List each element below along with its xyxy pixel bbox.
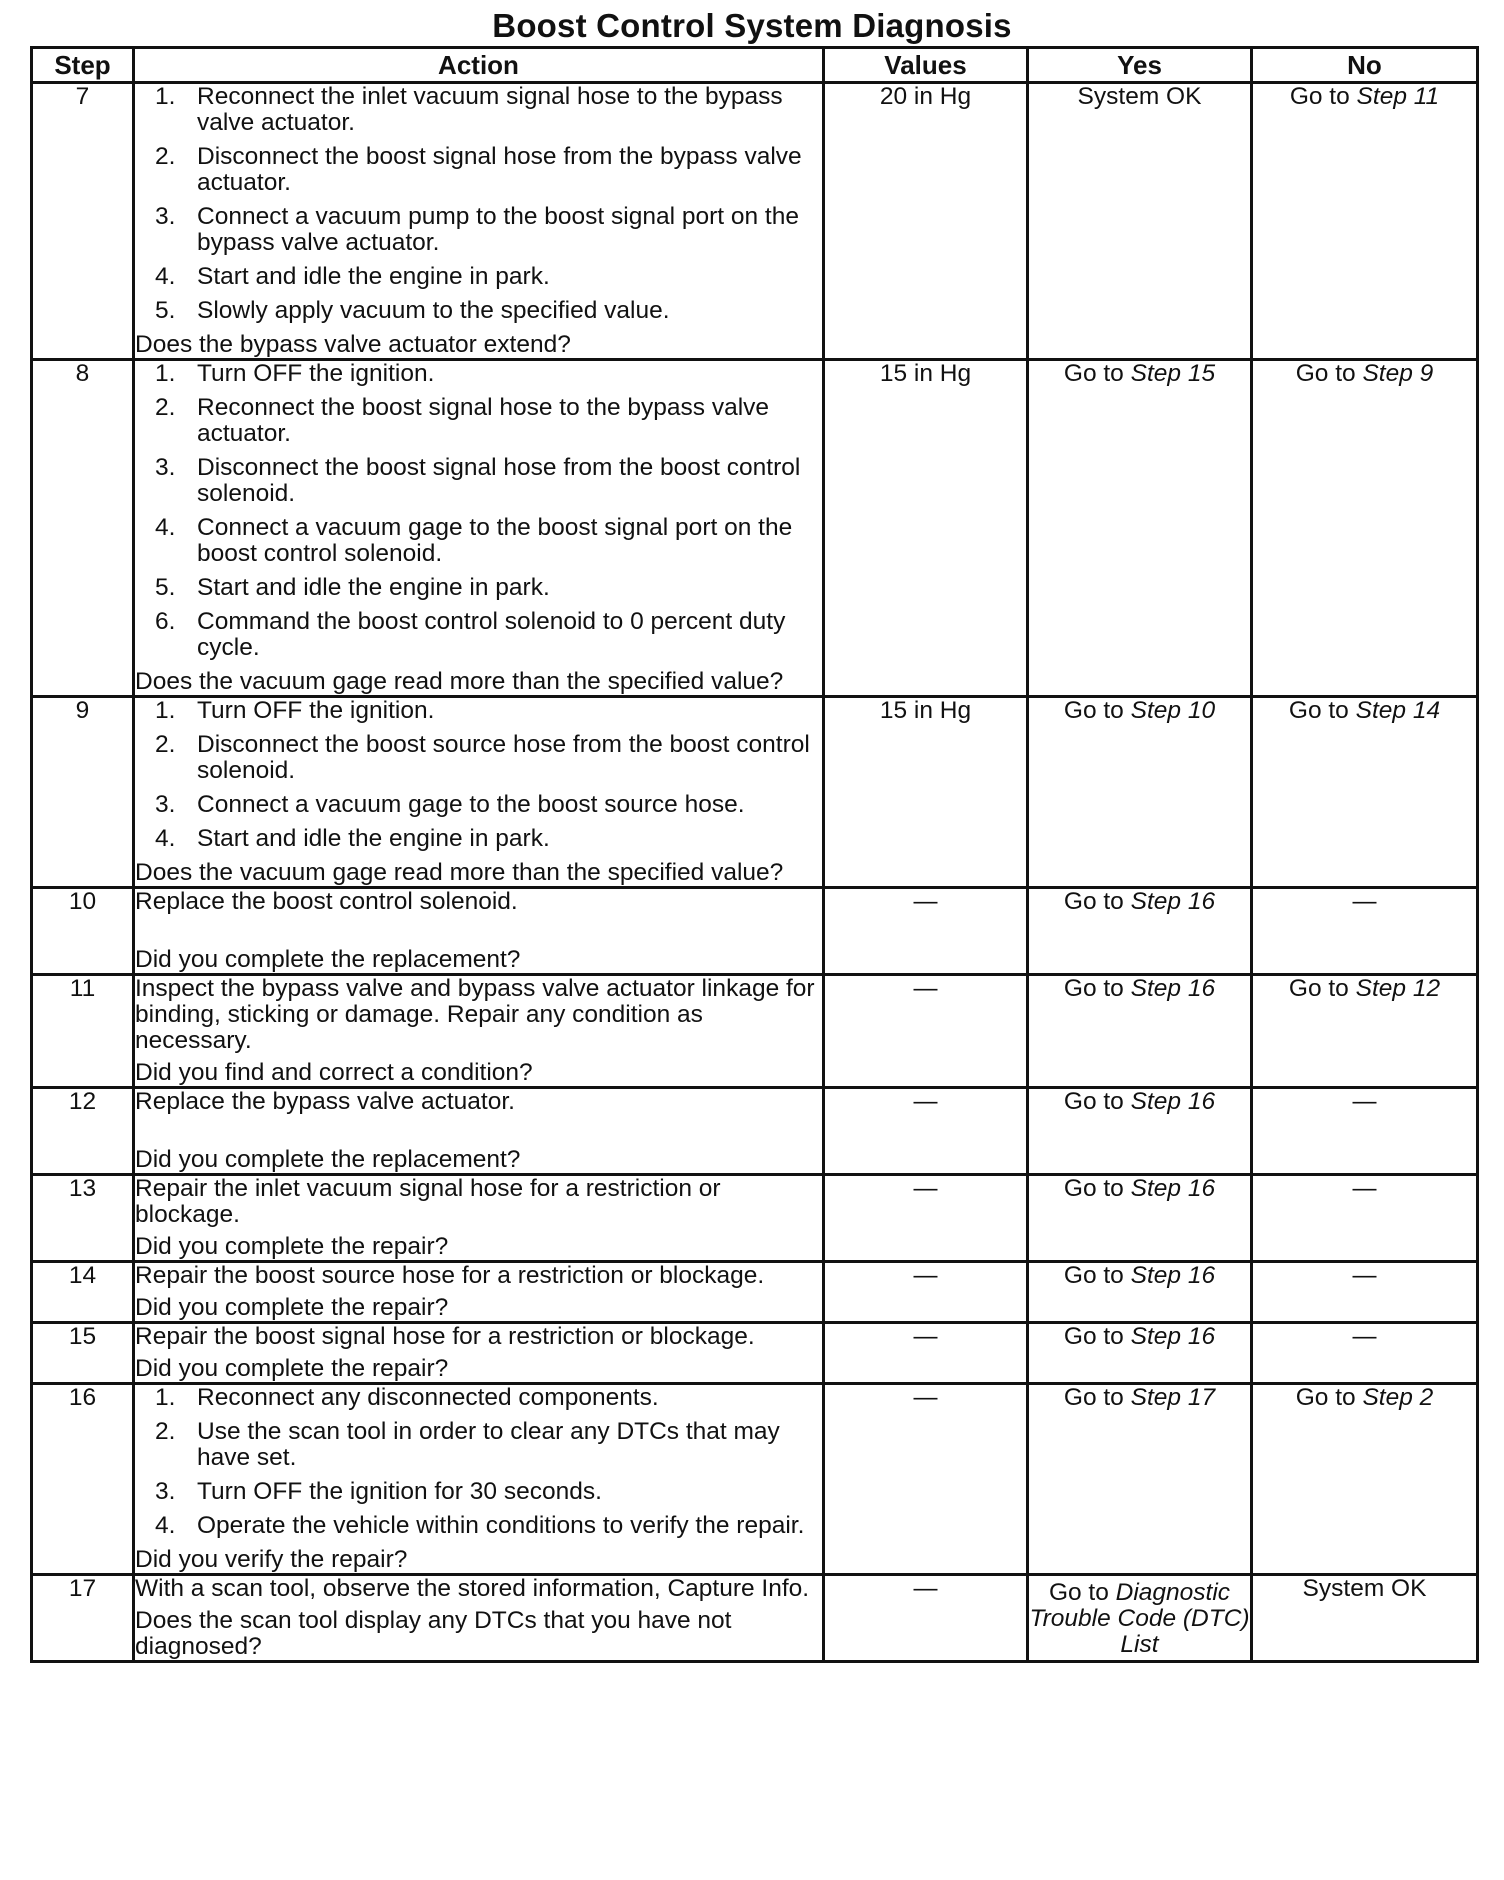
action-cell — [134, 1384, 824, 1575]
list-item: 3. Connect a vacuum gage to the boost source hose. — [155, 791, 745, 818]
instruction-list — [135, 1385, 822, 1539]
value-cell: — — [824, 975, 1028, 1088]
value-cell: — — [824, 1262, 1028, 1323]
table-row — [32, 1575, 1478, 1662]
yes-cell: Go to Step 16 — [1028, 975, 1252, 1088]
action-text: With a scan tool, observe the stored information, Capture Info. — [135, 1575, 810, 1602]
step-number: 12 — [32, 1088, 134, 1175]
yes-cell: Go to Step 17 — [1028, 1384, 1252, 1575]
value-cell: — — [824, 888, 1028, 975]
yes-cell: Go to Step 16 — [1028, 1262, 1252, 1323]
no-cell: — — [1252, 1088, 1478, 1175]
list-item: 4. Start and idle the engine in park. — [155, 263, 550, 290]
question-text: Did you complete the repair? — [135, 1355, 449, 1382]
page-title: Boost Control System Diagnosis — [492, 7, 1012, 44]
step-number: 8 — [32, 360, 134, 697]
action-cell — [134, 1175, 824, 1262]
table-row — [32, 1262, 1478, 1323]
yes-cell: Go to Step 16 — [1028, 1175, 1252, 1262]
action-cell — [134, 975, 824, 1088]
no-cell: Go to Step 14 — [1252, 697, 1478, 888]
action-cell — [134, 1323, 824, 1384]
table-row — [32, 1323, 1478, 1384]
no-cell: — — [1252, 1323, 1478, 1384]
step-number: 15 — [32, 1323, 134, 1384]
value-cell: 20 in Hg — [824, 83, 1028, 360]
instruction-list — [135, 698, 822, 852]
list-item: 5. Slowly apply vacuum to the specified value. — [155, 297, 670, 324]
no-cell: — — [1252, 888, 1478, 975]
no-cell: Go to Step 12 — [1252, 975, 1478, 1088]
step-number: 7 — [32, 83, 134, 360]
list-item: 1. Reconnect any disconnected components. — [155, 1384, 659, 1411]
list-item: 2. Reconnect the boost signal hose to the bypass valve actuator. — [155, 394, 770, 447]
step-number: 13 — [32, 1175, 134, 1262]
action-cell — [134, 83, 824, 360]
list-item: 4. Operate the vehicle within conditions to verify the repair. — [155, 1512, 805, 1539]
yes-cell: Go to Step 15 — [1028, 360, 1252, 697]
yes-cell: Go to Diagnostic Trouble Code (DTC) List — [1028, 1575, 1252, 1662]
no-cell: — — [1252, 1175, 1478, 1262]
question-text: Did you complete the repair? — [135, 1294, 449, 1321]
no-cell: Go to Step 9 — [1252, 360, 1478, 697]
no-cell: Go to Step 11 — [1252, 83, 1478, 360]
table-row — [32, 360, 1478, 697]
value-cell: 15 in Hg — [824, 697, 1028, 888]
table-row — [32, 1088, 1478, 1175]
table-row — [32, 888, 1478, 975]
action-text: Inspect the bypass valve and bypass valve actuator linkage for binding, sticking or damage. Repair any condition as necessary. — [135, 975, 815, 1054]
list-item: 2. Disconnect the boost source hose from the boost control solenoid. — [155, 731, 810, 784]
question-text: Does the scan tool display any DTCs that you have not diagnosed? — [135, 1607, 732, 1660]
action-cell — [134, 360, 824, 697]
action-text: Replace the boost control solenoid. — [135, 888, 518, 915]
question-text: Did you complete the repair? — [135, 1233, 449, 1260]
action-text: Replace the bypass valve actuator. — [135, 1088, 515, 1115]
yes-cell: Go to Step 16 — [1028, 1323, 1252, 1384]
value-cell: — — [824, 1175, 1028, 1262]
question-text: Does the vacuum gage read more than the specified value? — [135, 668, 784, 695]
step-number: 17 — [32, 1575, 134, 1662]
step-number: 14 — [32, 1262, 134, 1323]
value-cell: — — [824, 1384, 1028, 1575]
question-text: Does the bypass valve actuator extend? — [135, 331, 571, 358]
table-row — [32, 1175, 1478, 1262]
header-step: Step — [32, 48, 134, 83]
table-row — [32, 697, 1478, 888]
header-no: No — [1252, 48, 1478, 83]
list-item: 4. Start and idle the engine in park. — [155, 825, 550, 852]
no-cell: Go to Step 2 — [1252, 1384, 1478, 1575]
list-item: 2. Disconnect the boost signal hose from the bypass valve actuator. — [155, 143, 802, 196]
action-cell — [134, 1262, 824, 1323]
action-cell — [134, 1088, 824, 1175]
list-item: 1. Turn OFF the ignition. — [155, 697, 435, 724]
value-cell: — — [824, 1088, 1028, 1175]
no-cell: System OK — [1252, 1575, 1478, 1662]
yes-cell: Go to Step 10 — [1028, 697, 1252, 888]
yes-cell: Go to Step 16 — [1028, 1088, 1252, 1175]
table-row — [32, 1384, 1478, 1575]
table-row — [32, 83, 1478, 360]
step-number: 11 — [32, 975, 134, 1088]
question-text: Did you find and correct a condition? — [135, 1059, 533, 1086]
question-text: Does the vacuum gage read more than the specified value? — [135, 859, 784, 886]
step-number: 10 — [32, 888, 134, 975]
action-cell — [134, 1575, 824, 1662]
table-row — [32, 975, 1478, 1088]
list-item: 3. Connect a vacuum pump to the boost signal port on the bypass valve actuator. — [155, 203, 799, 256]
header-row — [32, 48, 1478, 83]
list-item: 3. Disconnect the boost signal hose from the boost control solenoid. — [155, 454, 801, 507]
value-cell: — — [824, 1323, 1028, 1384]
list-item: 3. Turn OFF the ignition for 30 seconds. — [155, 1478, 602, 1505]
action-cell — [134, 888, 824, 975]
instruction-list — [135, 361, 822, 661]
instruction-list — [135, 84, 822, 324]
list-item: 1. Turn OFF the ignition. — [155, 360, 435, 387]
value-cell: — — [824, 1575, 1028, 1662]
list-item: 5. Start and idle the engine in park. — [155, 574, 550, 601]
step-number: 16 — [32, 1384, 134, 1575]
diagnosis-table — [30, 46, 1479, 1663]
action-cell — [134, 697, 824, 888]
step-number: 9 — [32, 697, 134, 888]
question-text: Did you verify the repair? — [135, 1546, 408, 1573]
yes-cell: Go to Step 16 — [1028, 888, 1252, 975]
header-values: Values — [824, 48, 1028, 83]
question-text: Did you complete the replacement? — [135, 1146, 521, 1173]
no-cell: — — [1252, 1262, 1478, 1323]
list-item: 4. Connect a vacuum gage to the boost signal port on the boost control solenoid. — [155, 514, 793, 567]
header-yes: Yes — [1028, 48, 1252, 83]
list-item: 2. Use the scan tool in order to clear any DTCs that may have set. — [155, 1418, 780, 1471]
yes-cell: System OK — [1028, 83, 1252, 360]
action-text: Repair the boost source hose for a restriction or blockage. — [135, 1262, 765, 1289]
question-text: Did you complete the replacement? — [135, 946, 521, 973]
header-action: Action — [134, 48, 824, 83]
list-item: 6. Command the boost control solenoid to 0 percent duty cycle. — [155, 608, 786, 661]
action-text: Repair the boost signal hose for a restriction or blockage. — [135, 1323, 755, 1350]
list-item: 1. Reconnect the inlet vacuum signal hose to the bypass valve actuator. — [155, 83, 783, 136]
action-text: Repair the inlet vacuum signal hose for a restriction or blockage. — [135, 1175, 721, 1228]
value-cell: 15 in Hg — [824, 360, 1028, 697]
